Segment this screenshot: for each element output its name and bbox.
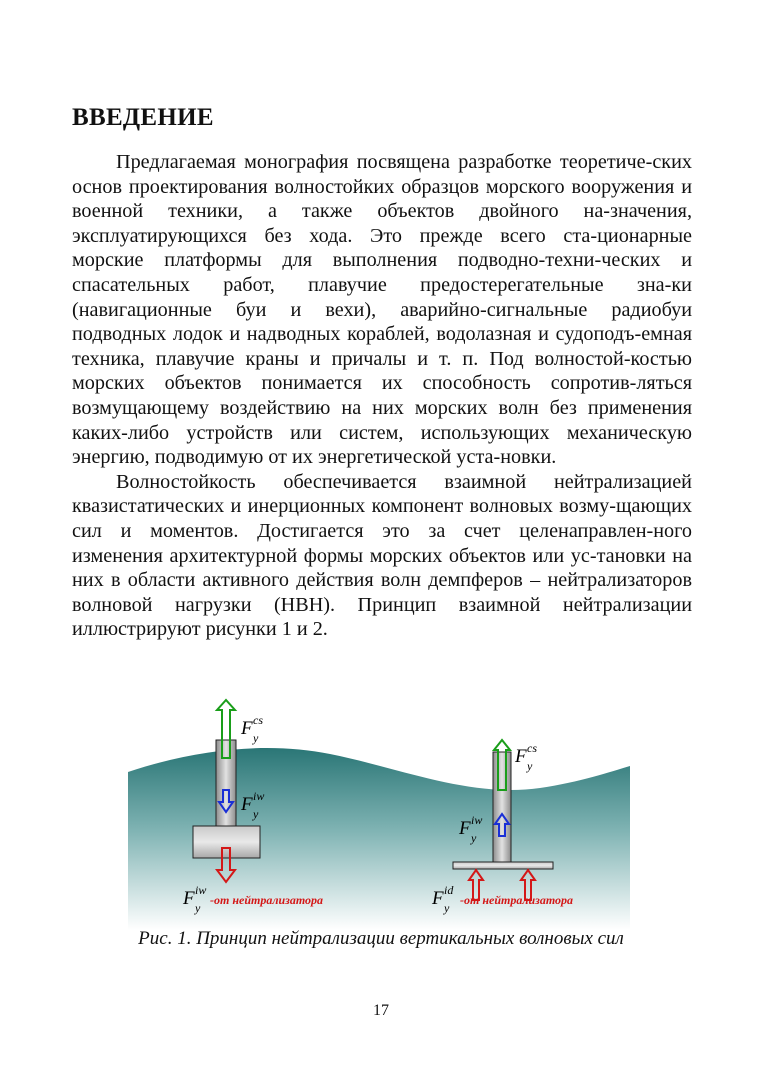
svg-text:F: F — [183, 888, 195, 909]
text-line: ляться возмущающему воздействию на них морских волн без — [72, 372, 692, 419]
paragraph-1 — [72, 150, 692, 470]
svg-text:id: id — [444, 883, 454, 897]
right-column — [493, 752, 511, 864]
svg-text:y: y — [444, 901, 450, 915]
text-line: вооружения и военной техники, а также объектов двойного на- — [72, 175, 693, 223]
figure-caption: Рис. 1. Принцип нейтрализации вертикальных волновых сил — [138, 928, 624, 949]
text-line: ских основ проектирования волностойких образцов морского — [72, 151, 692, 198]
text-line: емная техника, плавучие краны и причалы и т. п. Под волностой- — [72, 323, 692, 370]
svg-text:y: y — [471, 831, 477, 845]
right-plate — [453, 862, 553, 869]
svg-text:F: F — [241, 794, 253, 815]
text-line: применения каких-либо устройств или систем, использующих — [72, 396, 692, 444]
svg-text:F: F — [241, 718, 253, 739]
text-line: Предлагаемая монография посвящена разработке теоретиче- — [116, 151, 653, 173]
text-line: ного изменения архитектурной формы морских объектов или ус- — [72, 519, 692, 567]
text-line: щающих сил и моментов. Достигается это за счет целенаправлен- — [72, 495, 692, 542]
text-line: нейтрализаторов волновой нагрузки (НВН). Принцип взаимной — [72, 569, 692, 616]
svg-text:y: y — [253, 731, 259, 745]
text-line: ки (навигационные буи и вехи), аварийно-сигнальные радиобуи — [72, 273, 692, 321]
svg-text:y: y — [253, 807, 259, 821]
paragraph-2 — [72, 470, 692, 642]
body-text — [72, 150, 692, 642]
page-number: 17 — [373, 1002, 389, 1019]
svg-text:iw: iw — [471, 813, 483, 827]
left-label-cs — [240, 713, 263, 745]
text-line: новки. — [500, 446, 557, 469]
text-line: костью морских объектов понимается их способность сопротив- — [72, 347, 692, 395]
figure-drawing — [0, 690, 762, 930]
svg-text:y: y — [195, 901, 201, 915]
svg-text:cs: cs — [527, 741, 537, 755]
text-line: нейтрализации иллюстрируют рисунки 1 и 2. — [72, 593, 692, 641]
text-line: значения, эксплуатирующихся без хода. Это прежде всего ста- — [72, 200, 692, 247]
text-line: тановки на них в области активного действия волн демпферов – — [72, 544, 692, 592]
text-line: подводных лодок и надводных кораблей, водолазная и судоподъ- — [72, 323, 642, 346]
figure-1 — [0, 690, 762, 930]
section-heading: ВВЕДЕНИЕ — [72, 104, 214, 131]
text-line: механическую энергию, подводимую от их энергетической уста- — [72, 421, 692, 469]
text-line: Волностойкость обеспечивается взаимной нейтрализацией — [116, 470, 692, 493]
svg-text:F: F — [432, 888, 444, 909]
svg-text:-от нейтрализатора: -от нейтрализатора — [460, 893, 574, 907]
svg-text:y: y — [527, 759, 533, 773]
left-neutralizer — [193, 826, 260, 858]
svg-text:iw: iw — [253, 789, 265, 803]
svg-text:iw: iw — [195, 883, 207, 897]
svg-text:cs: cs — [253, 713, 263, 727]
svg-text:F: F — [459, 818, 471, 839]
right-label-cs — [514, 741, 537, 773]
svg-text:-от нейтрализатора: -от нейтрализатора — [210, 893, 324, 907]
text-line: ческих и спасательных работ, плавучие предостерегательные зна- — [72, 249, 693, 296]
text-line: квазистатических и инерционных компонент волновых возму- — [72, 495, 616, 518]
text-line: ционарные морские платформы для выполнения подводно-техни- — [72, 224, 692, 272]
svg-text:F: F — [515, 746, 527, 767]
